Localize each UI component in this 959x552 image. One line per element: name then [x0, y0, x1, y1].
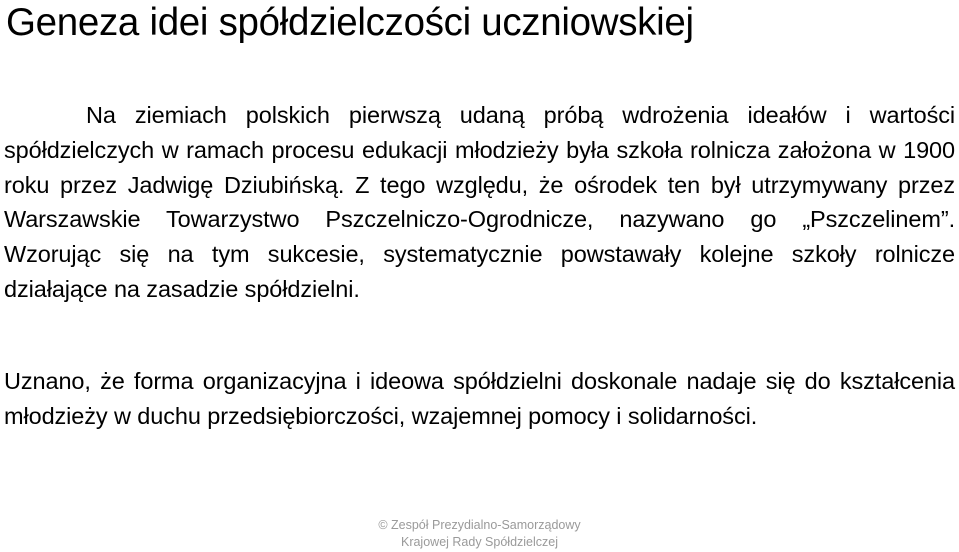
slide-title: Geneza idei spółdzielczości uczniowskiej [6, 1, 694, 44]
footer-copyright: © Zespół Prezydialno-Samorządowy [378, 518, 581, 532]
footer-organization: Krajowej Rady Spółdzielczej [400, 535, 559, 549]
paragraph-history: Na ziemiach polskich pierwszą udaną próbą wdrożenia ideałów i wartości spółdzielczych w ramach procesu edukacji młodzieży była szkoła rolnicza założona w 1900 roku przez Jadwigę Dziubińską. Z tego względu, że ośrodek ten był utrzymywany przez Warszawskie Towarzystwo Pszczelniczo-Ogrodnicze, nazywano go „Pszczelinem”. Wzorując się na tym sukcesie, systematycznie powstawały kolejne szkoły rolnicze działające na zasadzie spółdzielni. [4, 102, 955, 302]
footer [0, 517, 959, 551]
paragraph-conclusion: Uznano, że forma organizacyjna i ideowa spółdzielni doskonale nadaje się do kształcenia młodzieży w duchu przedsiębiorczości, wzajemnej pomocy i solidarności. [4, 368, 955, 429]
